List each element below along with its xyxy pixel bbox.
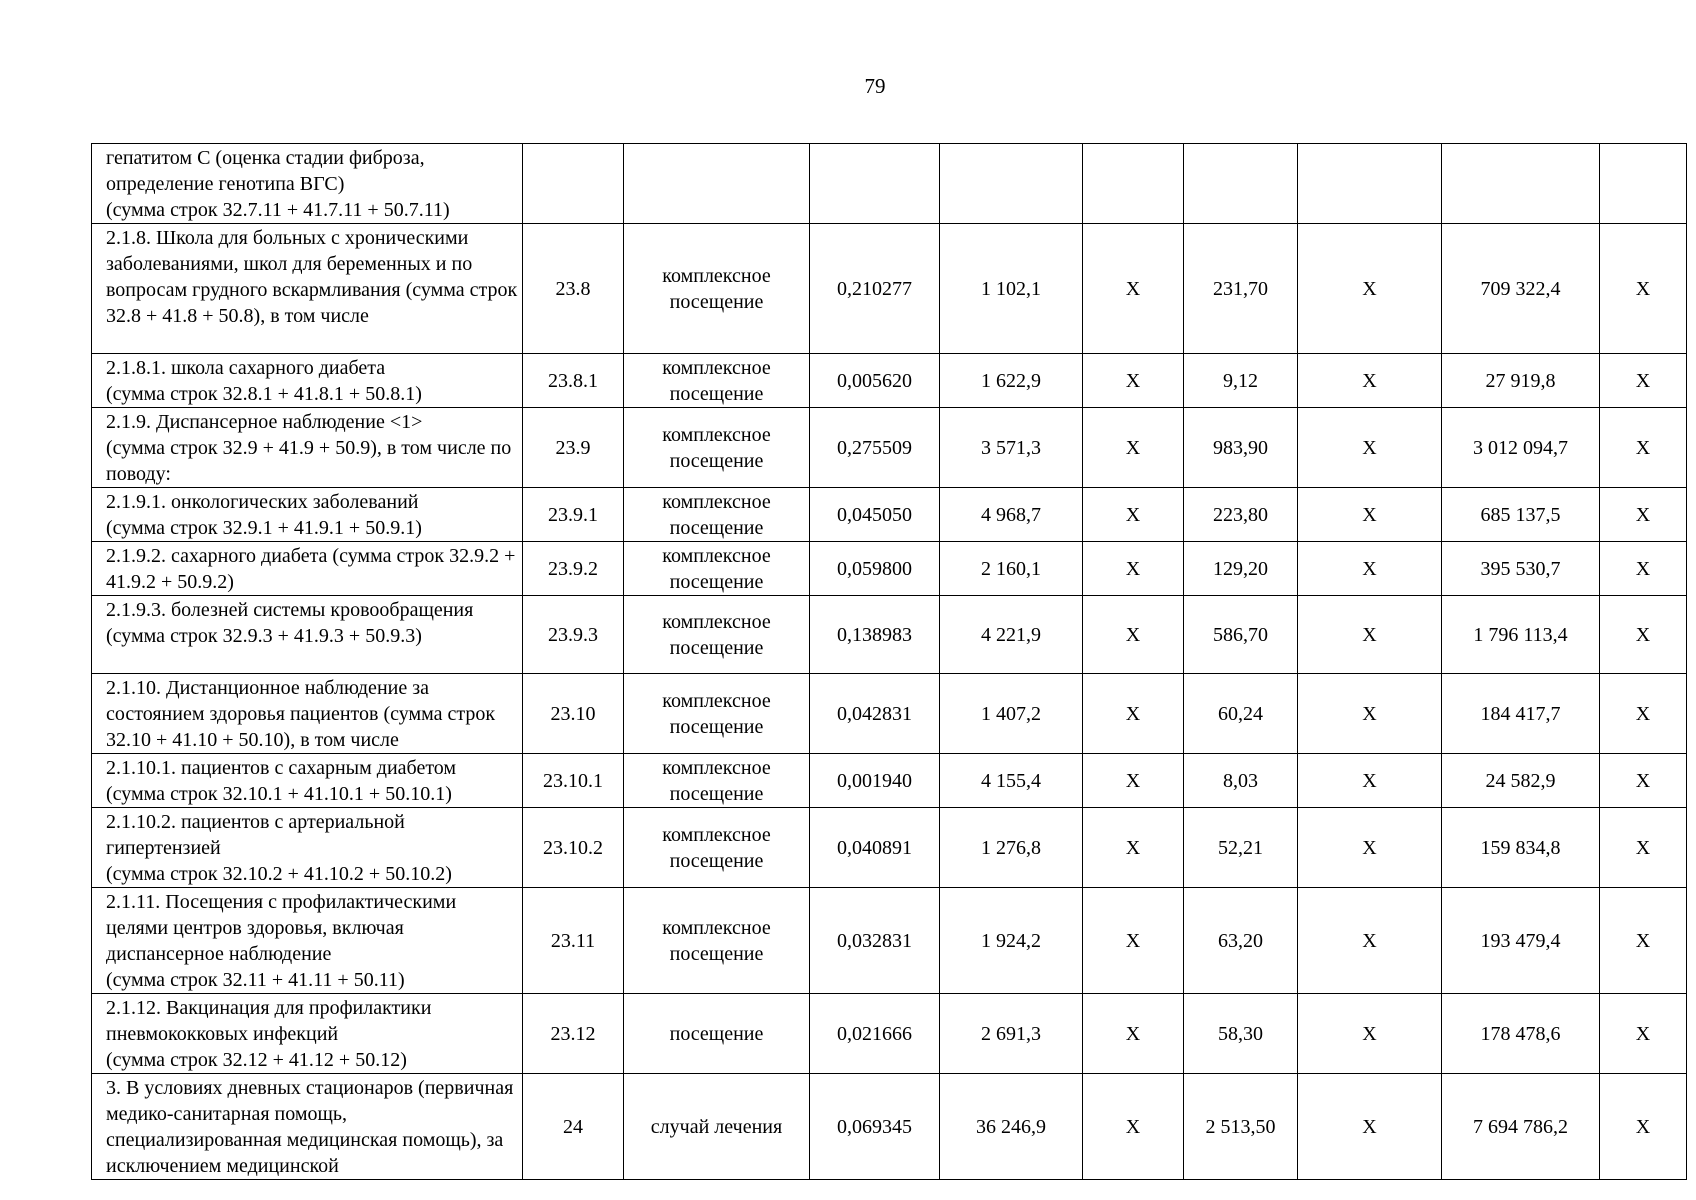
col9-cell: 3 012 094,7 [1442, 408, 1600, 488]
col10-cell: Х [1600, 808, 1687, 888]
col10-cell: Х [1600, 488, 1687, 542]
col9-cell: 685 137,5 [1442, 488, 1600, 542]
cost-cell [940, 144, 1083, 224]
table-row [92, 808, 1687, 888]
col10-cell: Х [1600, 754, 1687, 808]
col9-cell: 24 582,9 [1442, 754, 1600, 808]
col6-cell: Х [1083, 542, 1184, 596]
row-number-cell: 23.9.2 [523, 542, 624, 596]
col6-cell: Х [1083, 224, 1184, 354]
col6-cell: Х [1083, 754, 1184, 808]
table-row [92, 488, 1687, 542]
table-row [92, 674, 1687, 754]
table-row [92, 994, 1687, 1074]
col10-cell [1600, 144, 1687, 224]
unit-cell [624, 144, 810, 224]
description-line: (сумма строк 32.8.1 + 41.8.1 + 50.8.1) [106, 383, 422, 405]
row-number-cell: 23.10.2 [523, 808, 624, 888]
col7-cell: 8,03 [1184, 754, 1298, 808]
cost-cell: 3 571,3 [940, 408, 1083, 488]
unit-cell: комплексное посещение [624, 674, 810, 754]
norm-cell [810, 144, 940, 224]
description-line: гепатитом С (оценка стадии фиброза, [106, 147, 425, 169]
col9-cell: 395 530,7 [1442, 542, 1600, 596]
row-number-cell: 23.11 [523, 888, 624, 994]
table-row [92, 754, 1687, 808]
table-row [92, 888, 1687, 994]
cost-cell: 1 622,9 [940, 354, 1083, 408]
cost-cell: 36 246,9 [940, 1074, 1083, 1180]
description-cell [92, 224, 523, 354]
description-cell [92, 354, 523, 408]
col10-cell: Х [1600, 888, 1687, 994]
col9-cell: 178 478,6 [1442, 994, 1600, 1074]
table-row [92, 596, 1687, 674]
col6-cell: Х [1083, 994, 1184, 1074]
row-number-cell: 23.10 [523, 674, 624, 754]
col6-cell: Х [1083, 1074, 1184, 1180]
col10-cell: Х [1600, 994, 1687, 1074]
row-number-cell: 24 [523, 1074, 624, 1180]
col6-cell [1083, 144, 1184, 224]
description-line: 2.1.8. Школа для больных с хроническими заболеваниями, школ для беременных и по вопросам грудного вскармливания (сумма строк 32.8 + 41.8 + 50.8), в том числе [106, 227, 518, 327]
col8-cell: Х [1298, 596, 1442, 674]
description-line: 2.1.9. Диспансерное наблюдение <1> [106, 411, 423, 433]
col9-cell: 184 417,7 [1442, 674, 1600, 754]
col8-cell: Х [1298, 354, 1442, 408]
description-cell [92, 808, 523, 888]
norm-cell: 0,275509 [810, 408, 940, 488]
col6-cell: Х [1083, 596, 1184, 674]
norm-cell: 0,069345 [810, 1074, 940, 1180]
norm-cell: 0,045050 [810, 488, 940, 542]
row-number-cell: 23.10.1 [523, 754, 624, 808]
col6-cell: Х [1083, 674, 1184, 754]
description-line: (сумма строк 32.12 + 41.12 + 50.12) [106, 1049, 407, 1071]
col10-cell: Х [1600, 674, 1687, 754]
norm-cell: 0,059800 [810, 542, 940, 596]
col8-cell: Х [1298, 224, 1442, 354]
table-row [92, 224, 1687, 354]
norm-cell: 0,032831 [810, 888, 940, 994]
table-body [92, 144, 1687, 1180]
col6-cell: Х [1083, 888, 1184, 994]
cost-cell: 1 407,2 [940, 674, 1083, 754]
unit-cell: комплексное посещение [624, 224, 810, 354]
unit-cell: комплексное посещение [624, 408, 810, 488]
row-number-cell: 23.8.1 [523, 354, 624, 408]
col10-cell: Х [1600, 596, 1687, 674]
col8-cell [1298, 144, 1442, 224]
unit-cell: случай лечения [624, 1074, 810, 1180]
description-line: (сумма строк 32.9.1 + 41.9.1 + 50.9.1) [106, 517, 422, 539]
cost-cell: 1 102,1 [940, 224, 1083, 354]
col8-cell: Х [1298, 1074, 1442, 1180]
row-number-cell: 23.9.3 [523, 596, 624, 674]
col7-cell [1184, 144, 1298, 224]
col7-cell: 129,20 [1184, 542, 1298, 596]
col8-cell: Х [1298, 488, 1442, 542]
description-cell [92, 408, 523, 488]
description-line: 2.1.8.1. школа сахарного диабета [106, 357, 386, 379]
col9-cell: 159 834,8 [1442, 808, 1600, 888]
row-number-cell: 23.8 [523, 224, 624, 354]
norm-cell: 0,005620 [810, 354, 940, 408]
col10-cell: Х [1600, 354, 1687, 408]
norm-cell: 0,001940 [810, 754, 940, 808]
col9-cell [1442, 144, 1600, 224]
col8-cell: Х [1298, 542, 1442, 596]
col7-cell: 586,70 [1184, 596, 1298, 674]
description-line: (сумма строк 32.10.2 + 41.10.2 + 50.10.2) [106, 863, 452, 885]
description-line: (сумма строк 32.7.11 + 41.7.11 + 50.7.11) [106, 199, 450, 221]
col8-cell: Х [1298, 808, 1442, 888]
description-line: (сумма строк 32.10.1 + 41.10.1 + 50.10.1) [106, 783, 452, 805]
col6-cell: Х [1083, 408, 1184, 488]
row-number-cell [523, 144, 624, 224]
col10-cell: Х [1600, 408, 1687, 488]
description-cell [92, 542, 523, 596]
col10-cell: Х [1600, 224, 1687, 354]
col8-cell: Х [1298, 888, 1442, 994]
col8-cell: Х [1298, 408, 1442, 488]
cost-cell: 4 221,9 [940, 596, 1083, 674]
cost-cell: 4 155,4 [940, 754, 1083, 808]
cost-cell: 1 276,8 [940, 808, 1083, 888]
unit-cell: комплексное посещение [624, 754, 810, 808]
unit-cell: комплексное посещение [624, 596, 810, 674]
row-number-cell: 23.12 [523, 994, 624, 1074]
unit-cell: комплексное посещение [624, 354, 810, 408]
norm-cell: 0,040891 [810, 808, 940, 888]
col7-cell: 60,24 [1184, 674, 1298, 754]
description-line: 2.1.9.3. болезней системы кровообращения (сумма строк 32.9.3 + 41.9.3 + 50.9.3) [106, 599, 474, 647]
cost-cell: 2 160,1 [940, 542, 1083, 596]
col6-cell: Х [1083, 354, 1184, 408]
description-cell [92, 888, 523, 994]
cost-cell: 1 924,2 [940, 888, 1083, 994]
description-line: определение генотипа ВГС) [106, 173, 345, 195]
col7-cell: 2 513,50 [1184, 1074, 1298, 1180]
table-row [92, 408, 1687, 488]
description-line: 2.1.11. Посещения с профилактическими целями центров здоровья, включая диспансерное наблюдение [106, 891, 457, 965]
unit-cell: посещение [624, 994, 810, 1074]
col7-cell: 223,80 [1184, 488, 1298, 542]
col8-cell: Х [1298, 674, 1442, 754]
norm-cell: 0,210277 [810, 224, 940, 354]
table-row [92, 542, 1687, 596]
data-table [91, 143, 1687, 1180]
col7-cell: 231,70 [1184, 224, 1298, 354]
description-cell [92, 674, 523, 754]
description-cell [92, 596, 523, 674]
table-row [92, 144, 1687, 224]
col6-cell: Х [1083, 808, 1184, 888]
description-cell [92, 754, 523, 808]
description-line: 2.1.10.1. пациентов с сахарным диабетом [106, 757, 457, 779]
col9-cell: 7 694 786,2 [1442, 1074, 1600, 1180]
description-line: (сумма строк 32.9 + 41.9 + 50.9), в том числе по поводу: [106, 437, 512, 485]
col7-cell: 58,30 [1184, 994, 1298, 1074]
col9-cell: 709 322,4 [1442, 224, 1600, 354]
description-line: (сумма строк 32.11 + 41.11 + 50.11) [106, 969, 405, 991]
cost-cell: 2 691,3 [940, 994, 1083, 1074]
unit-cell: комплексное посещение [624, 888, 810, 994]
col7-cell: 63,20 [1184, 888, 1298, 994]
col10-cell: Х [1600, 542, 1687, 596]
description-cell [92, 994, 523, 1074]
table-row [92, 354, 1687, 408]
description-line: 2.1.9.2. сахарного диабета (сумма строк 32.9.2 + 41.9.2 + 50.9.2) [106, 545, 516, 593]
unit-cell: комплексное посещение [624, 488, 810, 542]
description-cell [92, 144, 523, 224]
description-line: 2.1.12. Вакцинация для профилактики пневмококковых инфекций [106, 997, 432, 1045]
norm-cell: 0,042831 [810, 674, 940, 754]
col9-cell: 27 919,8 [1442, 354, 1600, 408]
norm-cell: 0,138983 [810, 596, 940, 674]
col9-cell: 193 479,4 [1442, 888, 1600, 994]
description-line: 2.1.10. Дистанционное наблюдение за состоянием здоровья пациентов (сумма строк 32.10 + 41.10 + 50.10), в том числе [106, 677, 496, 751]
col7-cell: 983,90 [1184, 408, 1298, 488]
col10-cell: Х [1600, 1074, 1687, 1180]
col7-cell: 9,12 [1184, 354, 1298, 408]
description-cell [92, 1074, 523, 1180]
col6-cell: Х [1083, 488, 1184, 542]
col7-cell: 52,21 [1184, 808, 1298, 888]
col9-cell: 1 796 113,4 [1442, 596, 1600, 674]
description-line: 2.1.9.1. онкологических заболеваний [106, 491, 419, 513]
col8-cell: Х [1298, 994, 1442, 1074]
unit-cell: комплексное посещение [624, 808, 810, 888]
norm-cell: 0,021666 [810, 994, 940, 1074]
row-number-cell: 23.9 [523, 408, 624, 488]
row-number-cell: 23.9.1 [523, 488, 624, 542]
col8-cell: Х [1298, 754, 1442, 808]
description-line: 2.1.10.2. пациентов с артериальной гипертензией [106, 811, 405, 859]
page-number: 79 [864, 74, 886, 98]
unit-cell: комплексное посещение [624, 542, 810, 596]
description-cell [92, 488, 523, 542]
cost-cell: 4 968,7 [940, 488, 1083, 542]
description-line: 3. В условиях дневных стационаров (первичная медико-санитарная помощь, специализированная медицинская помощь), за исключением медицинской [106, 1077, 514, 1177]
table-row [92, 1074, 1687, 1180]
